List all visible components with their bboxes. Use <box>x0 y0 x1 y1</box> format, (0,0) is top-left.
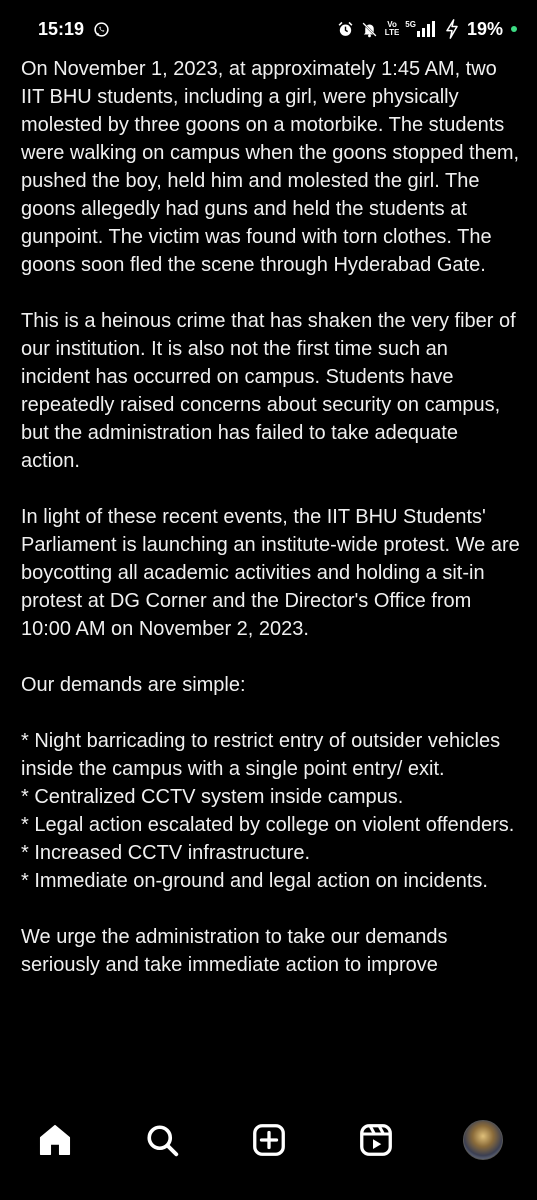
profile-avatar <box>463 1120 503 1160</box>
search-icon <box>144 1122 180 1158</box>
status-dot-icon <box>511 26 517 32</box>
demand-item: * Legal action escalated by college on violent offenders. <box>21 814 515 836</box>
post-text <box>21 55 521 1095</box>
mute-icon <box>361 20 379 38</box>
home-icon <box>36 1121 74 1159</box>
status-time: 15:19 <box>38 18 85 39</box>
status-left <box>38 19 110 40</box>
demand-item: * Immediate on-ground and legal action on incidents. <box>21 870 488 892</box>
create-button[interactable] <box>247 1118 291 1162</box>
signal-indicator <box>405 21 437 37</box>
status-bar <box>0 0 537 58</box>
volte-label: Vo LTE <box>384 20 400 37</box>
alarm-icon <box>337 20 355 38</box>
home-button[interactable] <box>33 1118 77 1162</box>
signal-icon <box>417 21 437 37</box>
reels-icon <box>358 1122 394 1158</box>
signal-label: 5G <box>405 20 416 29</box>
paragraph-protest: In light of these recent events, the IIT BHU Students' Parliament is launching an institute-wide protest. We are boycotting all academic activities and holding a sit-in protest at DG Corner and the Director's Office from 10:00 AM on November 2, 2023. <box>21 506 520 640</box>
profile-button[interactable] <box>461 1118 505 1162</box>
paragraph-closing: We urge the administration to take our demands seriously and take immediate action to improve <box>21 926 448 976</box>
paragraph-incident: On November 1, 2023, at approximately 1:45 AM, two IIT BHU students, including a girl, were physically molested by three goons on a motorbike. The students were walking on campus when the goons stopped them, pushed the boy, held him and molested the girl. The goons allegedly had guns and held the students at gunpoint. The victim was found with torn clothes. The goons soon fled the scene through Hyderabad Gate. <box>21 58 520 276</box>
bottom-navigation <box>0 1100 537 1200</box>
status-right <box>337 19 517 40</box>
battery-percent: 19% <box>466 18 503 39</box>
paragraph-demands-intro: Our demands are simple: <box>21 674 246 696</box>
search-button[interactable] <box>140 1118 184 1162</box>
whatsapp-icon <box>92 20 110 38</box>
reels-button[interactable] <box>354 1118 398 1162</box>
charging-icon <box>443 20 461 38</box>
demand-item: * Increased CCTV infrastructure. <box>21 842 310 864</box>
paragraph-concerns: This is a heinous crime that has shaken the very fiber of our institution. It is also not the first time such an incident has occurred on campus. Students have repeatedly raised concerns about security on campus, but the administration has failed to take adequate action. <box>21 310 516 472</box>
demand-item: * Night barricading to restrict entry of outsider vehicles inside the campus with a single point entry/ exit. <box>21 730 501 780</box>
create-icon <box>251 1122 287 1158</box>
demand-item: * Centralized CCTV system inside campus. <box>21 786 404 808</box>
